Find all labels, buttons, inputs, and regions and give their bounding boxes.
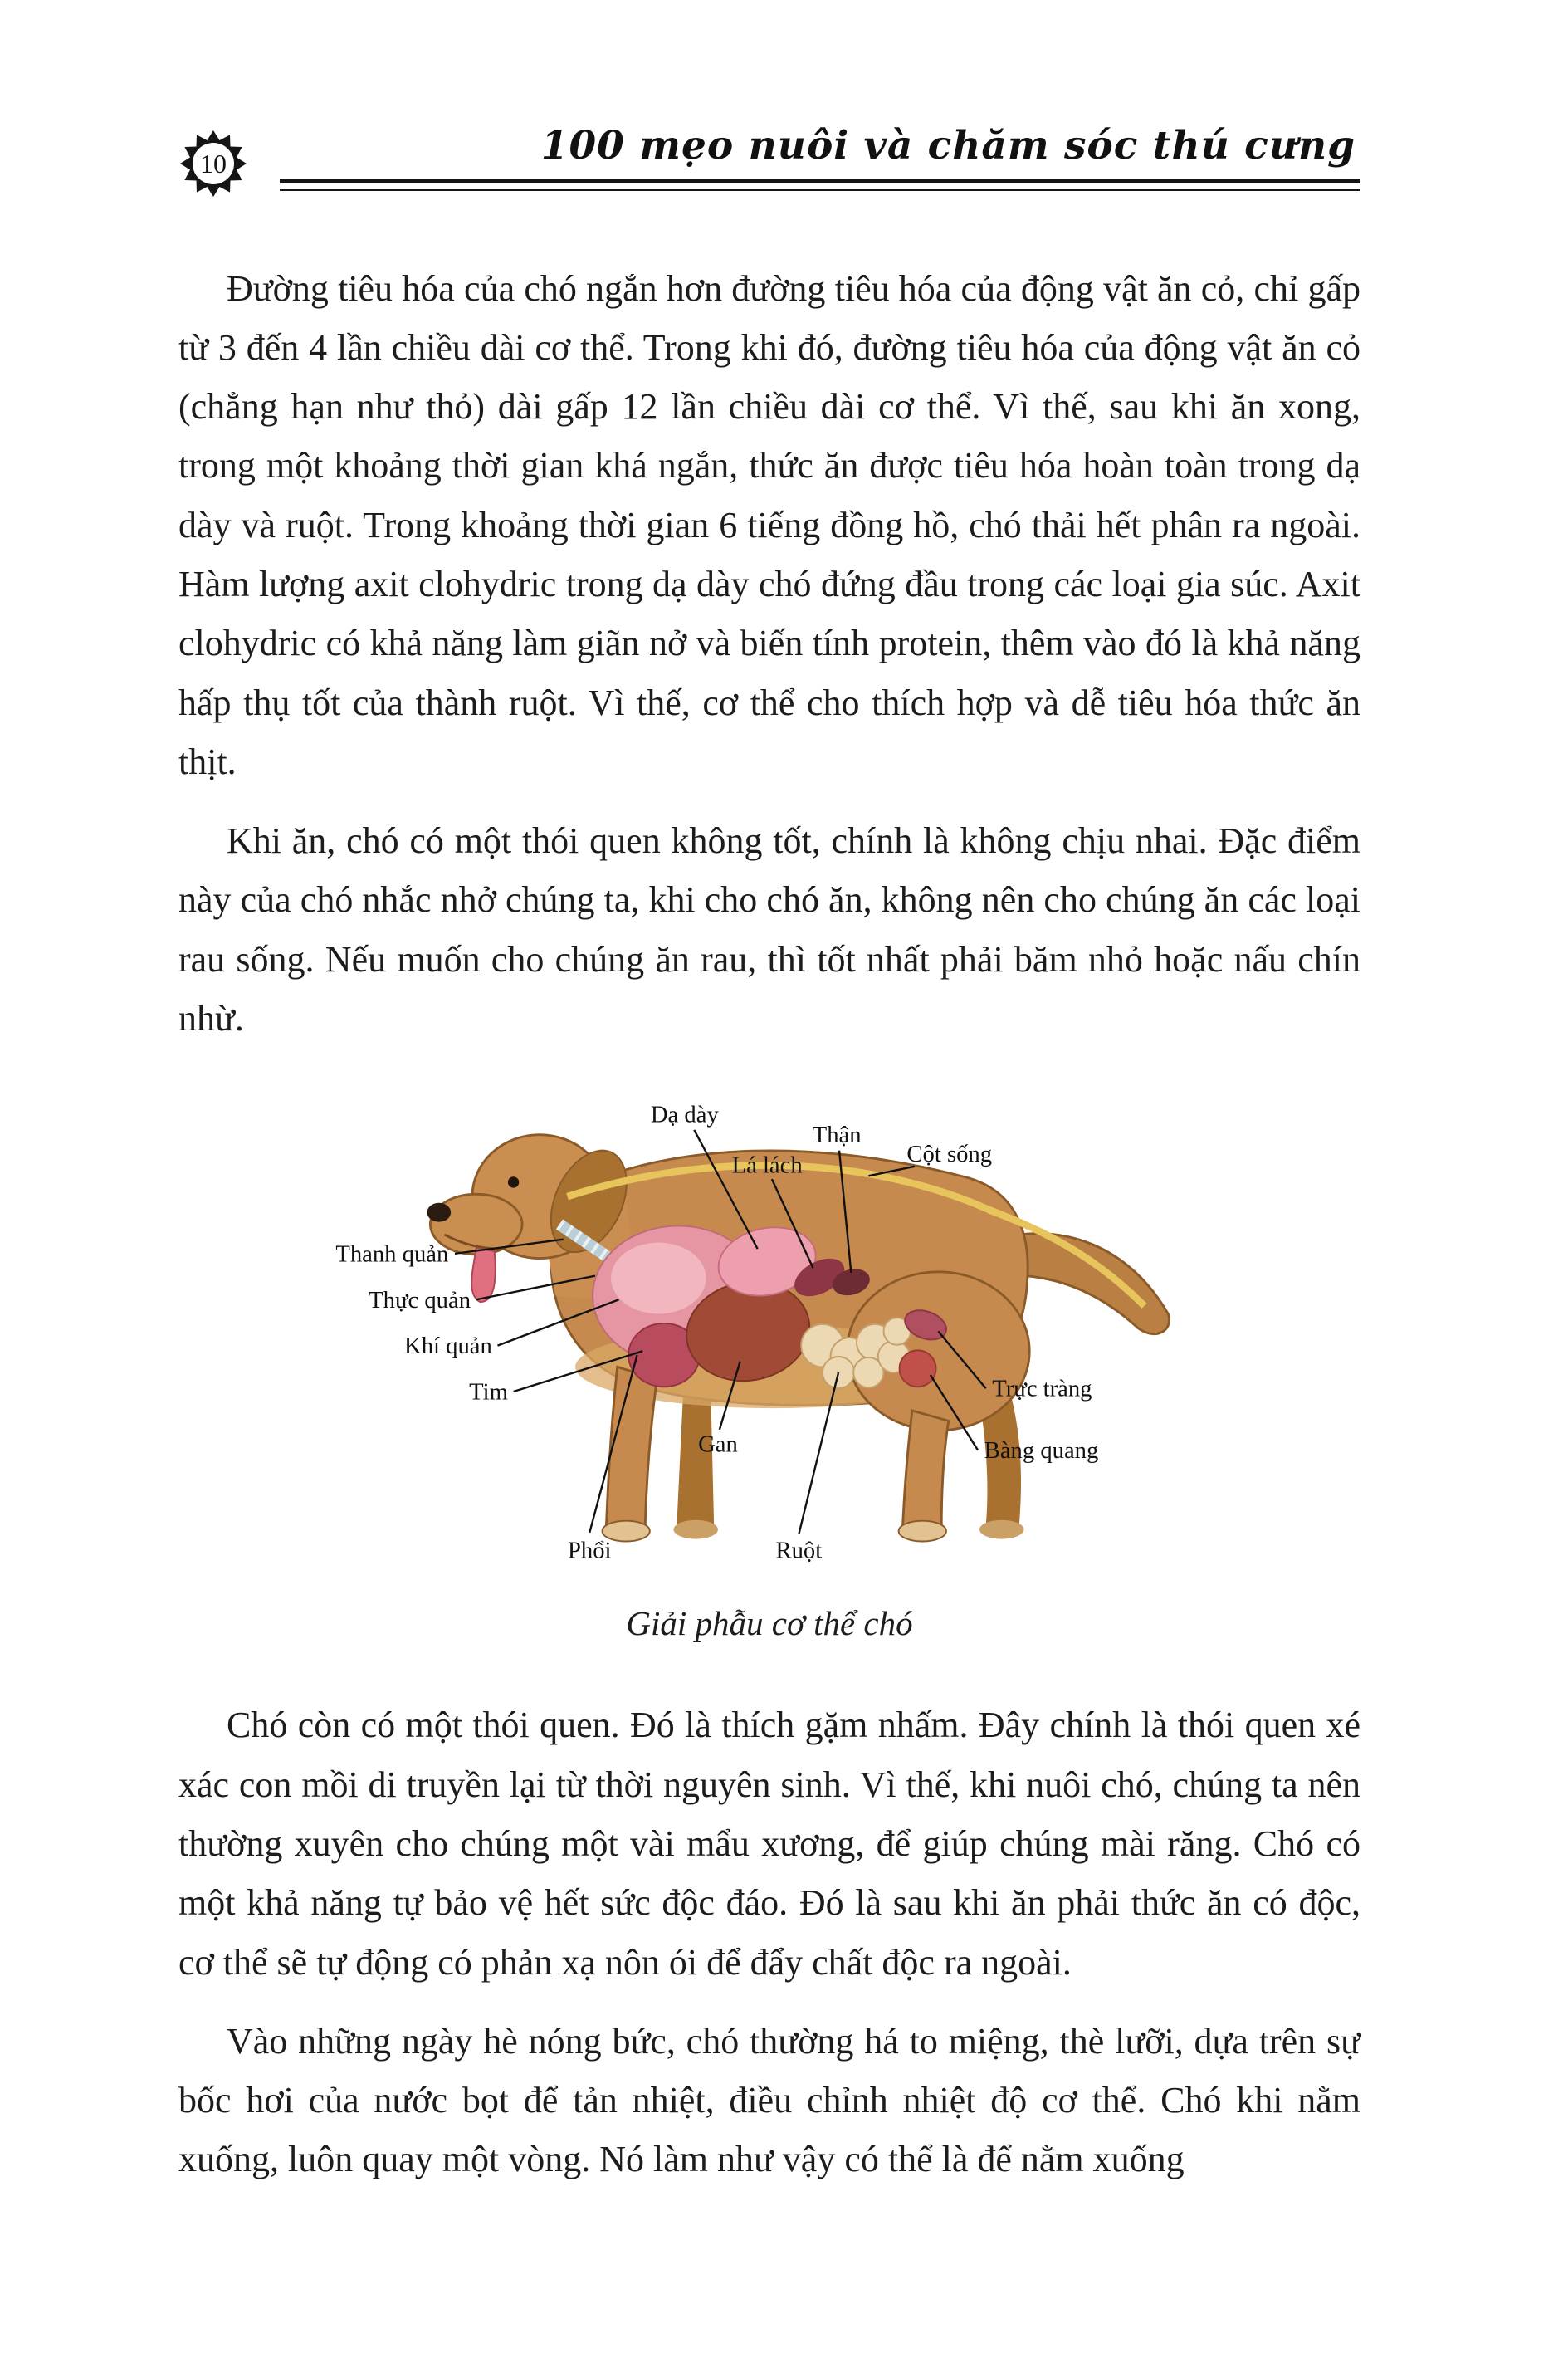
label-spleen: Lá lách <box>731 1152 803 1179</box>
label-larynx: Thanh quản <box>335 1240 449 1268</box>
anatomy-figure <box>178 1093 1360 1646</box>
label-spine: Cột sống <box>906 1141 993 1168</box>
dog-eye <box>508 1176 519 1187</box>
paragraph-3: Chó còn có một thói quen. Đó là thích gặm nhấm. Đây chính là thói quen xé xác con mồi di truyền lại từ thời nguyên sinh. Vì thế, khi nuôi chó, chúng ta nên thường xuyên cho chúng một vài mẩu xương, để giúp chúng mài răng. Chó có một khả năng tự bảo vệ hết sức độc đáo. Đó là sau khi ăn phải thức ăn có độc, cơ thể sẽ tự động có phản xạ nôn ói để đẩy chất độc ra ngoài. <box>178 1705 1360 1983</box>
paragraph-4: Vào những ngày hè nóng bức, chó thường há to miệng, thè lưỡi, dựa trên sự bốc hơi của nước bọt để tản nhiệt, điều chỉnh nhiệt độ cơ thể. Chó khi nằm xuống, luôn quay một vòng. Nó làm như vậy có thể là để nằm xuống <box>178 2020 1360 2180</box>
label-liver: Gan <box>698 1431 738 1458</box>
header-rule-thick <box>280 179 1360 183</box>
paragraph-2: Khi ăn, chó có một thói quen không tốt, chính là không chịu nhai. Đặc điểm này của chó nhắc nhở chúng ta, khi cho chó ăn, không nên cho chúng ăn các loại rau sống. Nếu muốn cho chúng ăn rau, thì tốt nhất phải băm nhỏ hoặc nấu chín nhừ. <box>178 820 1360 1039</box>
bladder-shape <box>900 1351 936 1387</box>
label-stomach: Dạ dày <box>650 1101 719 1128</box>
label-trachea: Khí quản <box>404 1333 492 1360</box>
label-lungs: Phổi <box>568 1537 612 1564</box>
dog-tongue <box>471 1248 496 1302</box>
label-rectum: Trực tràng <box>992 1375 1092 1402</box>
dog-hind-leg <box>902 1411 948 1528</box>
book-title: 100 mẹo nuôi và chăm sóc thú cưng <box>540 123 1356 169</box>
figure-caption: Giải phẫu cơ thể chó <box>626 1604 913 1643</box>
page-number-badge <box>178 129 248 203</box>
dog-front-leg <box>606 1367 657 1529</box>
label-esophagus: Thực quản <box>369 1286 471 1313</box>
starburst-icon <box>178 129 248 198</box>
paragraph-1: Đường tiêu hóa của chó ngắn hơn đường tiêu hóa của động vật ăn cỏ, chỉ gấp từ 3 đến 4 lần chiều dài cơ thể. Trong khi đó, đường tiêu hóa của động vật ăn cỏ (chẳng hạn như thỏ) dài gấp 12 lần chiều dài cơ thể. Vì thế, sau khi ăn xong, trong một khoảng thời gian khá ngắn, thức ăn được tiêu hóa hoàn toàn trong dạ dày và ruột. Trong khoảng thời gian 6 tiếng đồng hồ, chó thải hết phân ra ngoài. Hàm lượng axit clohydric trong dạ dày chó đứng đầu trong các loại gia súc. Axit clohydric có khả năng làm giãn nở và biến tính protein, thêm vào đó là khả năng hấp thụ tốt của thành ruột. Vì thế, cơ thể cho thích hợp và dễ tiêu hóa thức ăn thịt. <box>178 267 1360 782</box>
label-intestine: Ruột <box>775 1537 823 1564</box>
dog-anatomy-illustration <box>313 1093 1226 1585</box>
page-header <box>178 125 1360 191</box>
page-number: 10 <box>200 148 227 179</box>
label-kidney: Thận <box>812 1122 862 1149</box>
label-bladder: Bàng quang <box>984 1437 1099 1465</box>
page-body <box>178 259 1360 2189</box>
header-right <box>280 125 1360 191</box>
dog-nose <box>427 1203 452 1222</box>
header-rule-thin <box>280 189 1360 191</box>
label-heart: Tim <box>469 1378 508 1406</box>
